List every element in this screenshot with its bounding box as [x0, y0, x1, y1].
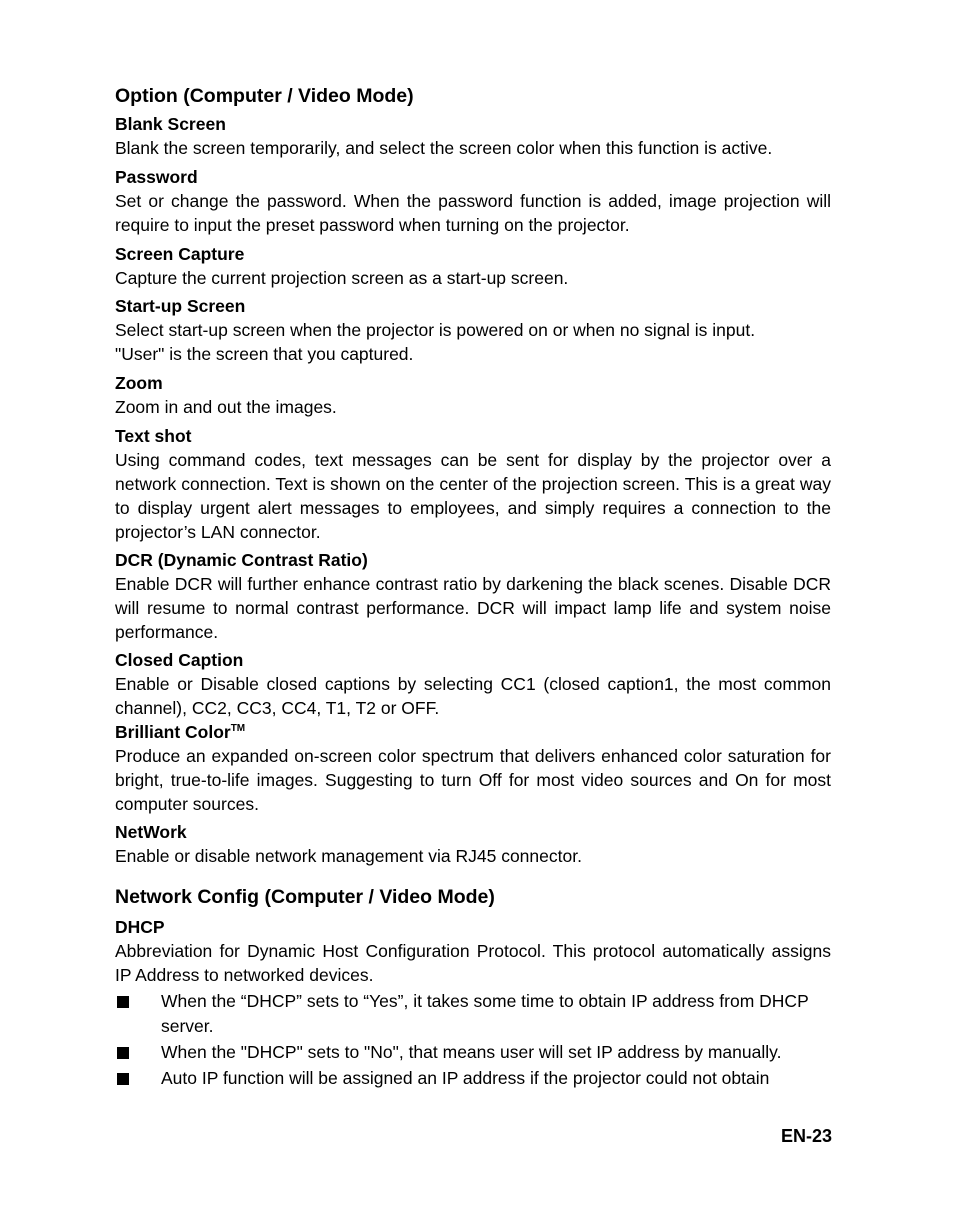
square-bullet-icon — [117, 996, 129, 1008]
list-item — [115, 1040, 831, 1065]
list-item — [115, 989, 831, 1039]
option-item-brilliant-color — [115, 720, 831, 816]
item-text: Using command codes, text messages can be sent for display by the projector over a network connection. Text is shown on the center of the projection screen. This is a great way to display urgent alert messages to employees, and simply requires a connection to the projector’s LAN connector. — [115, 450, 831, 542]
item-title: Closed Caption — [115, 650, 244, 670]
item-title: Password — [115, 167, 198, 187]
page-number: EN-23 — [780, 1126, 832, 1146]
item-title-text: Brilliant Color — [115, 722, 231, 742]
option-item-closed-caption — [115, 648, 831, 720]
item-title: Blank Screen — [115, 114, 226, 134]
dhcp-bullet-list — [115, 989, 831, 1091]
list-item-text: When the "DHCP" sets to "No", that means user will set IP address by manually. — [161, 1042, 782, 1062]
item-title: DCR (Dynamic Contrast Ratio) — [115, 550, 368, 570]
item-text: Produce an expanded on-screen color spectrum that delivers enhanced color saturation for bright, true-to-life images. Suggesting to turn Off for most video sources and On for most computer sources. — [115, 746, 831, 814]
option-item-zoom — [115, 371, 831, 419]
trademark-superscript: TM — [230, 723, 246, 735]
network-section-title: Network Config (Computer / Video Mode) — [115, 886, 495, 908]
item-title: Zoom — [115, 373, 163, 393]
option-item-password — [115, 165, 831, 237]
item-title: Text shot — [115, 426, 192, 446]
item-title: NetWork — [115, 822, 187, 842]
option-item-screen-capture — [115, 242, 831, 290]
network-item-dhcp — [115, 915, 831, 987]
item-text: Select start-up screen when the projector is powered on or when no signal is input. — [115, 320, 756, 340]
list-item — [115, 1066, 831, 1091]
square-bullet-icon — [117, 1047, 129, 1059]
item-text: Enable DCR will further enhance contrast ratio by darkening the black scenes. Disable DCR will resume to normal contrast performance. DCR will impact lamp life and system noise performance. — [115, 574, 831, 642]
option-item-text-shot — [115, 424, 831, 544]
option-item-dcr — [115, 548, 831, 644]
list-item-text: Auto IP function will be assigned an IP address if the projector could not obtain — [161, 1068, 770, 1088]
option-item-startup-screen — [115, 294, 831, 366]
manual-page — [115, 84, 831, 1092]
option-item-network — [115, 820, 831, 868]
item-text: Abbreviation for Dynamic Host Configuration Protocol. This protocol automatically assigns IP Address to networked devices. — [115, 941, 831, 985]
list-item-text: When the “DHCP” sets to “Yes”, it takes some time to obtain IP address from DHCP server. — [161, 991, 809, 1036]
item-text: Enable or disable network management via RJ45 connector. — [115, 846, 582, 866]
option-item-blank-screen — [115, 112, 831, 160]
item-text: Blank the screen temporarily, and select the screen color when this function is active. — [115, 138, 773, 158]
option-section-title: Option (Computer / Video Mode) — [115, 85, 414, 107]
item-title — [115, 720, 831, 744]
item-text: Capture the current projection screen as a start-up screen. — [115, 268, 569, 288]
item-text: Set or change the password. When the password function is added, image projection will require to input the preset password when turning on the projector. — [115, 191, 831, 235]
item-title: DHCP — [115, 917, 165, 937]
square-bullet-icon — [117, 1073, 129, 1085]
item-title: Start-up Screen — [115, 296, 246, 316]
item-text: Enable or Disable closed captions by selecting CC1 (closed caption1, the most common channel), CC2, CC3, CC4, T1, T2 or OFF. — [115, 674, 831, 718]
item-text: Zoom in and out the images. — [115, 397, 337, 417]
item-text-2: "User" is the screen that you captured. — [115, 344, 414, 364]
item-title: Screen Capture — [115, 244, 245, 264]
